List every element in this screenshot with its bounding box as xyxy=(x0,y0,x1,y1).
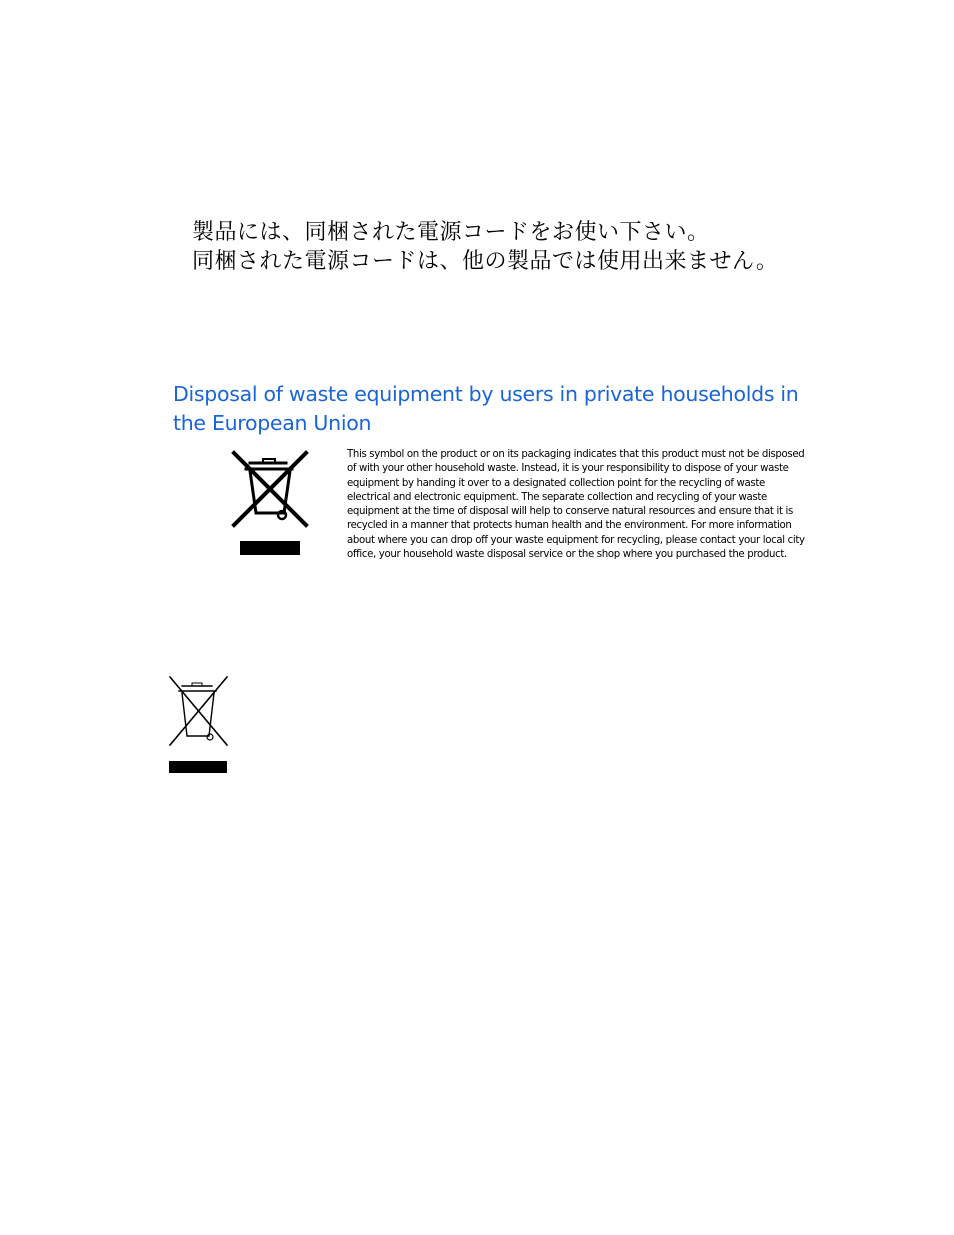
weee-body-text: This symbol on the product or on its packaging indicates that this product must not be disposed of with your other household waste. Instead, it is your responsibility to dispose of your waste equipment by handing it over to a designated collection point for the recycling of waste electrical and electronic equipment. The separate collection and recycling of your waste equipment at the time of disposal will help to conserve natural resources and ensure that it is recycled in a manner that protects human health and the environment. For more information about where you can drop off your waste equipment for recycling, please contact your local city office, your household waste disposal service or the shop where you purchased the product. xyxy=(347,449,805,560)
japanese-notice-line-1: 製品には、同梱された電源コードをお使い下さい。 xyxy=(192,220,710,245)
weee-section-heading: Disposal of waste equipment by users in private households in the European Union xyxy=(173,382,799,435)
japanese-notice-line-2: 同梱された電源コードは、他の製品では使用出来ません。 xyxy=(192,249,779,274)
japanese-power-cord-notice xyxy=(192,218,872,276)
crossed-out-wheelie-bin-icon xyxy=(166,674,230,776)
crossed-out-wheelie-bin-icon xyxy=(228,449,312,557)
